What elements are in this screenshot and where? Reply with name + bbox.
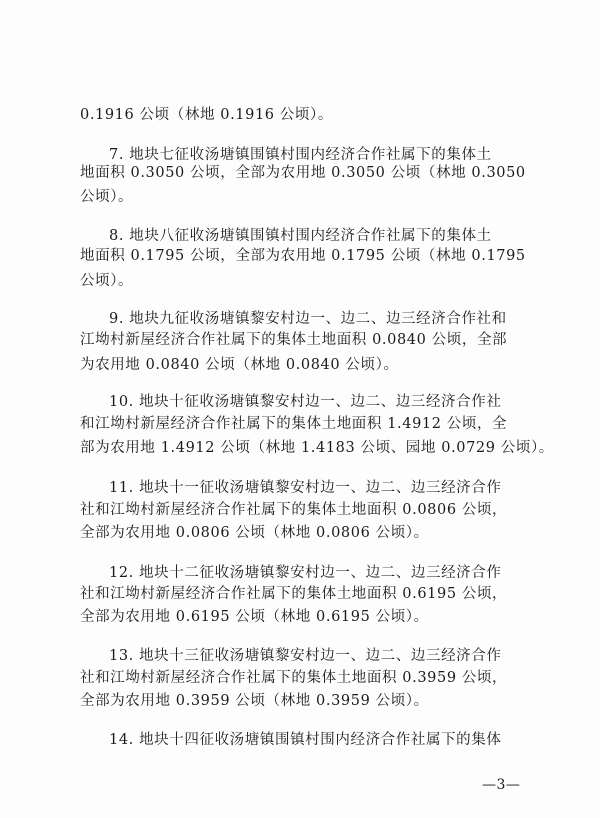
paragraph-9-line-2: 江坳村新屋经济合作社属下的集体土地面积 0.0840 公顷，全部: [80, 332, 508, 348]
paragraph-13-line-1: 13. 地块十三征收汤塘镇黎安村边一、边二、边三经济合作: [109, 648, 502, 664]
paragraph-12-line-1: 12. 地块十二征收汤塘镇黎安村边一、边二、边三经济合作: [109, 565, 502, 581]
text-line: 0.1916 公顷（林地 0.1916 公顷）。: [80, 107, 333, 123]
paragraph-11-line-2: 社和江坳村新屋经济合作社属下的集体土地面积 0.0806 公顷，: [80, 502, 508, 518]
paragraph-7-line-3: 公顷）。: [80, 189, 134, 205]
page-number: —3—: [482, 777, 521, 793]
paragraph-12-line-2: 社和江坳村新屋经济合作社属下的集体土地面积 0.6195 公顷，: [80, 586, 508, 602]
paragraph-8-line-1: 8. 地块八征收汤塘镇围镇村围内经济合作社属下的集体土: [109, 228, 492, 244]
paragraph-9-line-1: 9. 地块九征收汤塘镇黎安村边一、边二、边三经济合作社和: [109, 311, 507, 327]
paragraph-7-line-2: 地面积 0.3050 公顷，全部为农用地 0.3050 公顷（林地 0.3050: [80, 165, 526, 181]
paragraph-10-line-1: 10. 地块十征收汤塘镇黎安村边一、边二、边三经济合作社: [109, 394, 502, 410]
paragraph-10-line-2: 和江坳村新屋经济合作社属下的集体土地面积 1.4912 公顷，全: [80, 416, 508, 432]
paragraph-12-line-3: 全部为农用地 0.6195 公顷（林地 0.6195 公顷）。: [80, 609, 429, 625]
paragraph-8-line-3: 公顷）。: [80, 273, 134, 289]
paragraph-13-line-3: 全部为农用地 0.3959 公顷（林地 0.3959 公顷）。: [80, 693, 429, 709]
paragraph-13-line-2: 社和江坳村新屋经济合作社属下的集体土地面积 0.3959 公顷，: [80, 670, 508, 686]
paragraph-11-line-1: 11. 地块十一征收汤塘镇黎安村边一、边二、边三经济合作: [109, 480, 502, 496]
paragraph-7-line-1: 7. 地块七征收汤塘镇围镇村围内经济合作社属下的集体土: [109, 147, 492, 163]
paragraph-10-line-3: 部为农用地 1.4912 公顷（林地 1.4183 公顷、园地 0.0729 公顷）。: [80, 440, 554, 456]
paragraph-11-line-3: 全部为农用地 0.0806 公顷（林地 0.0806 公顷）。: [80, 525, 429, 541]
paragraph-8-line-2: 地面积 0.1795 公顷，全部为农用地 0.1795 公顷（林地 0.1795: [80, 248, 526, 264]
paragraph-14-line-1: 14. 地块十四征收汤塘镇围镇村围内经济合作社属下的集体: [109, 732, 502, 748]
paragraph-9-line-3: 为农用地 0.0840 公顷（林地 0.0840 公顷）。: [80, 357, 399, 373]
